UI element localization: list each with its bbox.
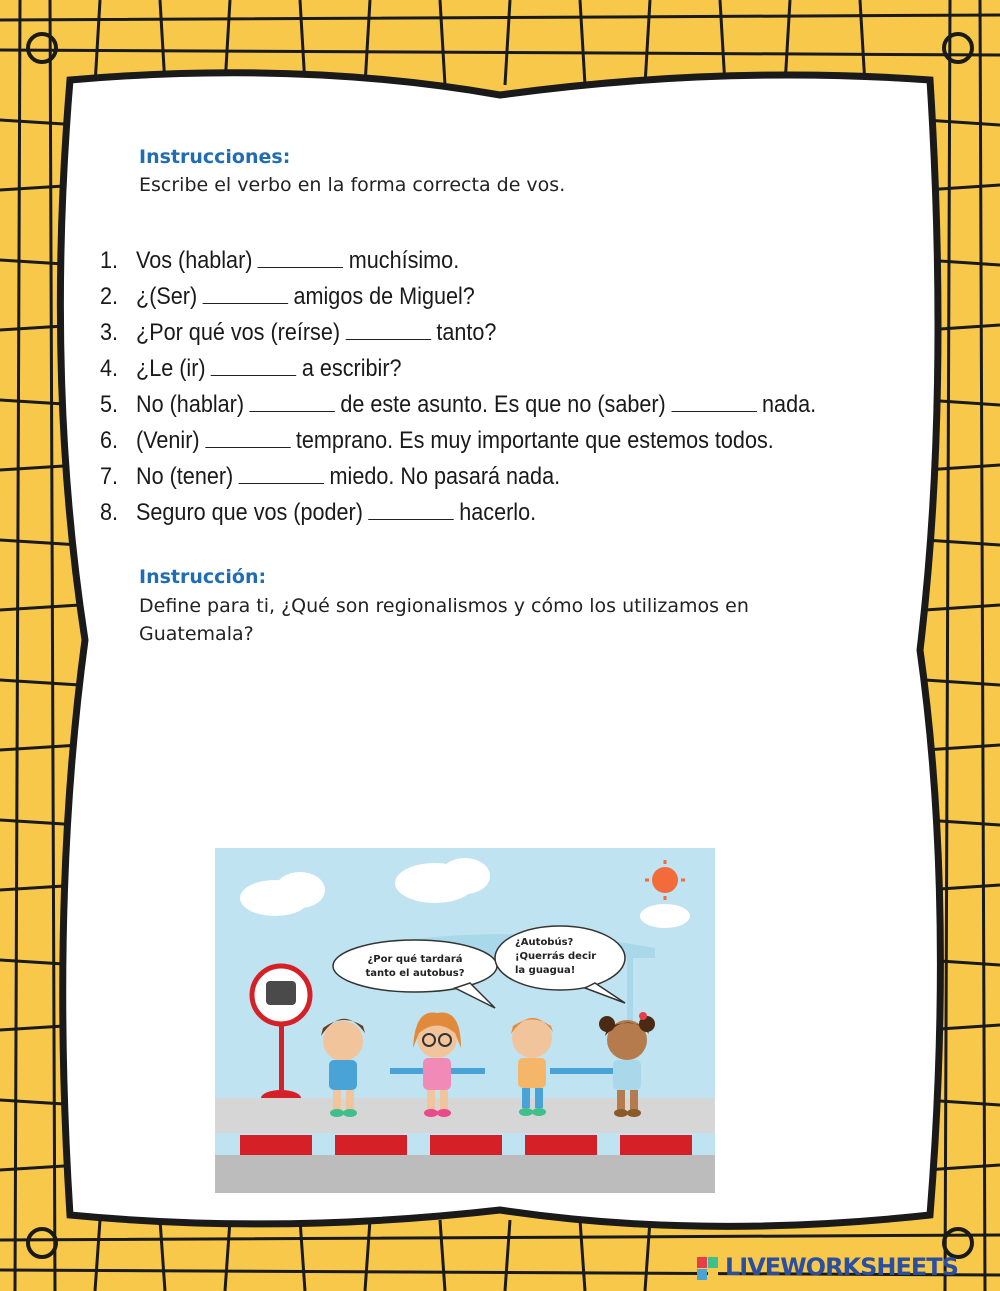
exercise-text-before: No (tener) (136, 463, 234, 490)
exercise-text-before: Vos (hablar) (136, 247, 253, 274)
answer-blank-5b[interactable] (671, 387, 757, 412)
exercise-list (100, 243, 820, 531)
exercise-text-after: tanto? (436, 319, 497, 346)
bubble-left-line-1: ¿Por qué tardará (367, 954, 463, 965)
exercise-text-after-2: nada. (762, 391, 817, 418)
exercise-item-4 (100, 351, 820, 387)
bubble-left-line-2: tanto el autobus? (365, 968, 465, 979)
bubble-right-line-1: ¿Autobús? (515, 937, 574, 948)
answer-blank-1[interactable] (258, 243, 344, 268)
curb-stripes (240, 1135, 692, 1155)
instructions-text: Escribe el verbo en la forma correcta de vos. (139, 174, 566, 196)
exercise-number: 3. (100, 319, 119, 346)
bubble-right-line-3: la guagua! (515, 965, 576, 976)
exercise-text-before: ¿Por qué vos (reírse) (136, 319, 341, 346)
answer-blank-4[interactable] (211, 351, 297, 376)
exercise-number: 7. (100, 463, 119, 490)
exercise-item-5 (100, 387, 820, 423)
instruction-2-line-2: Guatemala? (139, 623, 254, 645)
exercise-item-6 (100, 423, 820, 459)
exercise-item-2 (100, 279, 820, 315)
exercise-text-after: muchísimo. (348, 247, 460, 274)
exercise-number: 8. (100, 499, 119, 526)
exercise-number: 6. (100, 427, 119, 454)
liveworksheets-logo-icon (697, 1257, 719, 1281)
liveworksheets-watermark (725, 1253, 958, 1281)
exercise-text-before: No (hablar) (136, 391, 245, 418)
exercise-text-after: amigos de Miguel? (293, 283, 475, 310)
exercise-text-after: temprano. Es muy importante que estemos todos. (295, 427, 774, 454)
watermark-text: LIVEWORKSHEETS (725, 1253, 958, 1281)
sidewalk (215, 1098, 715, 1133)
answer-blank-2[interactable] (203, 279, 288, 304)
exercise-number: 1. (100, 247, 119, 274)
exercise-text-before: (Venir) (136, 427, 200, 454)
exercise-number: 4. (100, 355, 119, 382)
exercise-item-1 (100, 243, 820, 279)
exercise-item-7 (100, 459, 820, 495)
answer-blank-8[interactable] (368, 495, 454, 520)
answer-blank-3[interactable] (345, 315, 431, 340)
exercise-text-after: de este asunto. Es que no (saber) (340, 391, 666, 418)
exercise-text-before: Seguro que vos (poder) (136, 499, 363, 526)
answer-blank-5a[interactable] (249, 387, 335, 412)
bubble-right-line-2: ¡Querrás decir (515, 951, 597, 962)
bus-stop-illustration (215, 848, 715, 1193)
exercise-number: 5. (100, 391, 119, 418)
exercise-number: 2. (100, 283, 119, 310)
exercise-item-8 (100, 495, 820, 531)
bus-icon (266, 981, 296, 1005)
instruction-2-title: Instrucción: (139, 566, 267, 588)
exercise-text-before: ¿(Ser) (136, 283, 198, 310)
instructions-title: Instrucciones: (139, 146, 291, 168)
exercise-text-after: hacerlo. (459, 499, 537, 526)
road (215, 1155, 715, 1193)
answer-blank-7[interactable] (239, 459, 325, 484)
exercise-item-3 (100, 315, 820, 351)
answer-blank-6[interactable] (205, 423, 291, 448)
exercise-text-before: ¿Le (ir) (136, 355, 206, 382)
exercise-text-after: a escribir? (301, 355, 402, 382)
exercise-text-after: miedo. No pasará nada. (329, 463, 561, 490)
instruction-2-line-1: Define para ti, ¿Qué son regionalismos y cómo los utilizamos en (139, 595, 749, 617)
